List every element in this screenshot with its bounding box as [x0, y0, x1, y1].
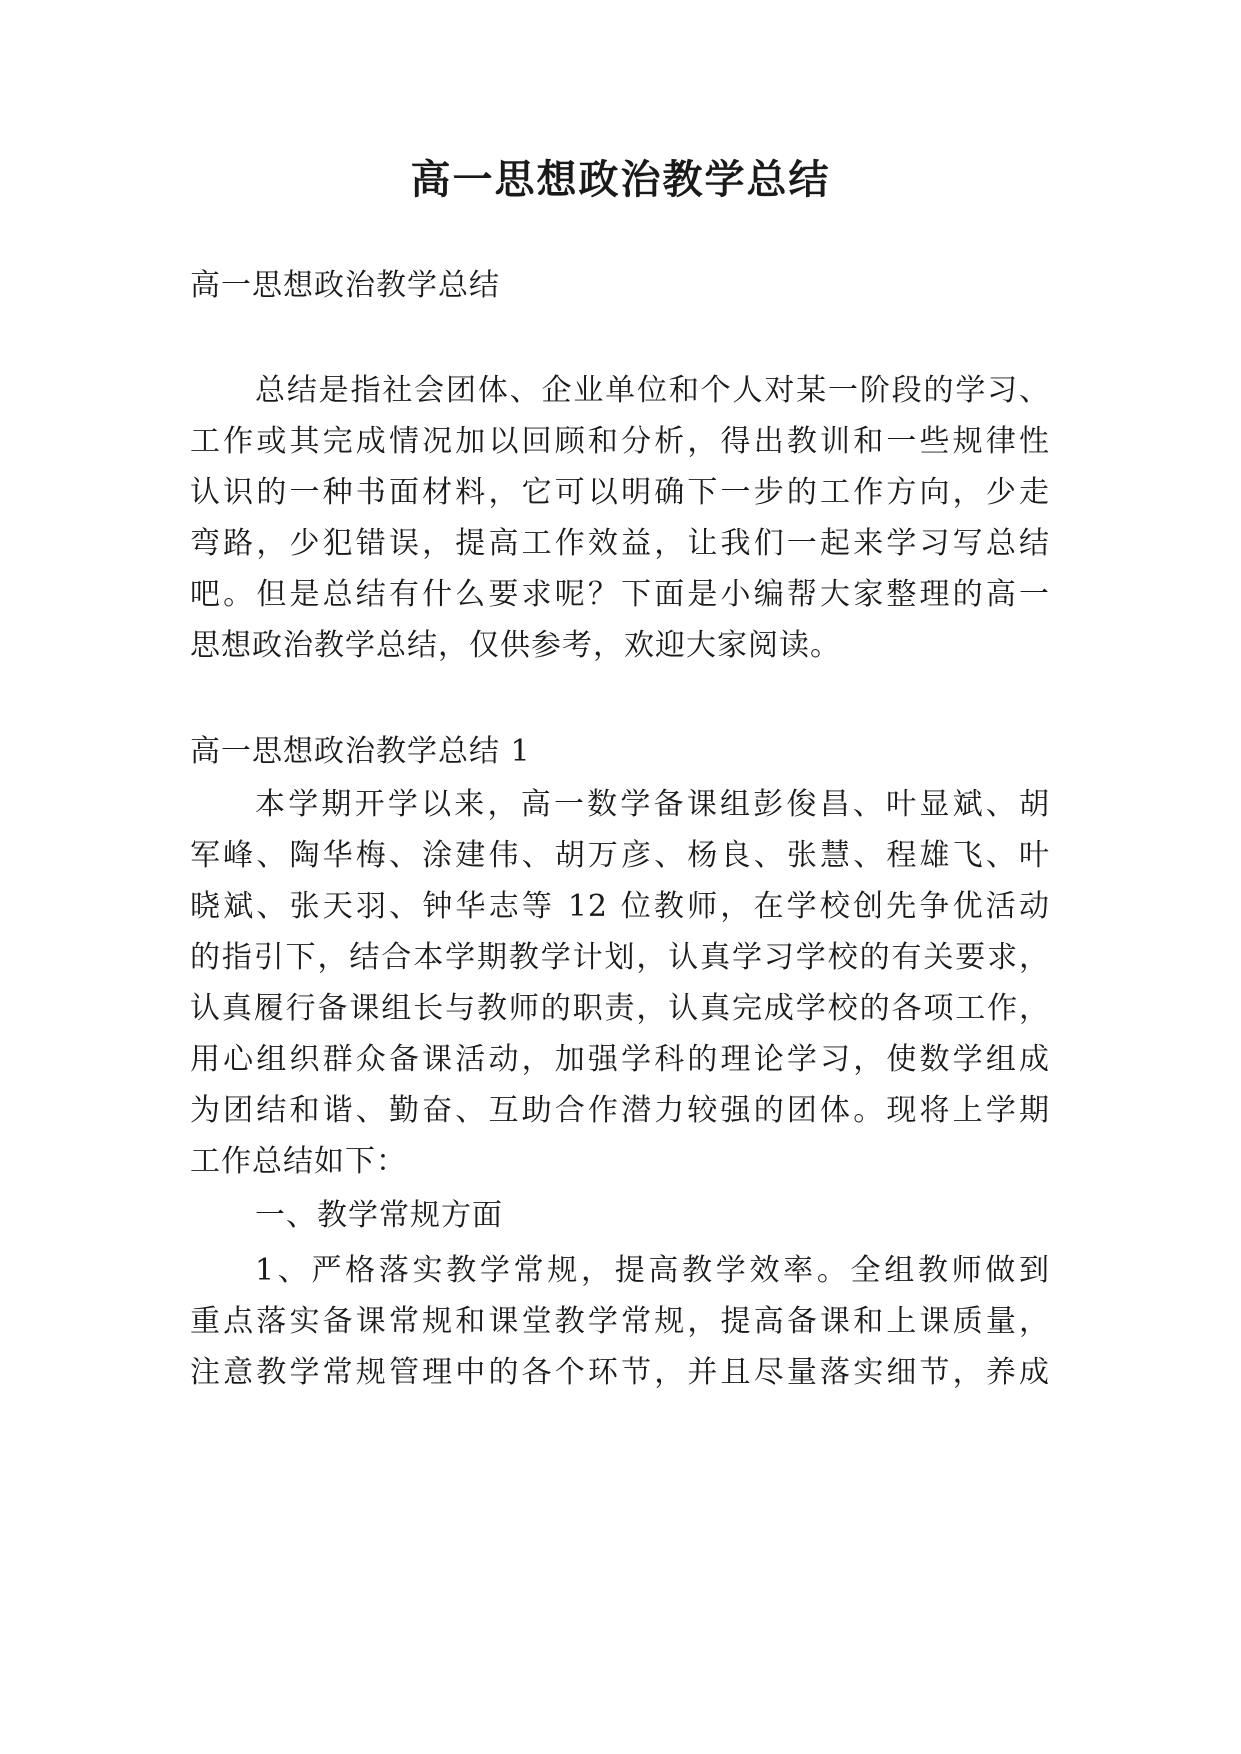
body-line: 认真履行备课组长与教师的职责，认真完成学校的各项工作，	[190, 991, 1050, 1026]
body-line: 1、严格落实教学常规，提高教学效率。全组教师做到	[255, 1253, 1050, 1288]
body-line: 晓斌、张天羽、钟华志等 12 位教师，在学校创先争优活动	[190, 889, 1050, 924]
intro-line: 吧。但是总结有什么要求呢？下面是小编帮大家整理的高一	[190, 577, 1050, 612]
body-line: 的指引下，结合本学期教学计划，认真学习学校的有关要求，	[190, 940, 1050, 975]
body-line: 本学期开学以来，高一数学备课组彭俊昌、叶显斌、胡	[255, 787, 1050, 822]
intro-line: 思想政治教学总结，仅供参考，欢迎大家阅读。	[190, 628, 841, 663]
body-line: 注意教学常规管理中的各个环节，并且尽量落实细节，养成	[190, 1355, 1050, 1390]
intro-line: 工作或其完成情况加以回顾和分析，得出教训和一些规律性	[190, 424, 1050, 459]
document-subtitle: 高一思想政治教学总结	[190, 268, 500, 303]
body-line: 军峰、陶华梅、涂建伟、胡万彦、杨良、张慧、程雄飞、叶	[190, 838, 1050, 873]
body-line: 工作总结如下：	[190, 1144, 407, 1179]
intro-line: 总结是指社会团体、企业单位和个人对某一阶段的学习、	[255, 373, 1050, 408]
body-line: 用心组织群众备课活动，加强学科的理论学习，使数学组成	[190, 1042, 1050, 1077]
section-heading: 高一思想政治教学总结 1	[190, 734, 531, 769]
intro-line: 认识的一种书面材料，它可以明确下一步的工作方向，少走	[190, 475, 1050, 510]
body-line: 为团结和谐、勤奋、互助合作潜力较强的团体。现将上学期	[190, 1093, 1050, 1128]
body-line: 重点落实备课常规和课堂教学常规，提高备课和上课质量，	[190, 1304, 1050, 1339]
document-title: 高一思想政治教学总结	[410, 156, 831, 203]
subheading: 一、教学常规方面	[255, 1198, 503, 1233]
intro-line: 弯路，少犯错误，提高工作效益，让我们一起来学习写总结	[190, 526, 1050, 561]
